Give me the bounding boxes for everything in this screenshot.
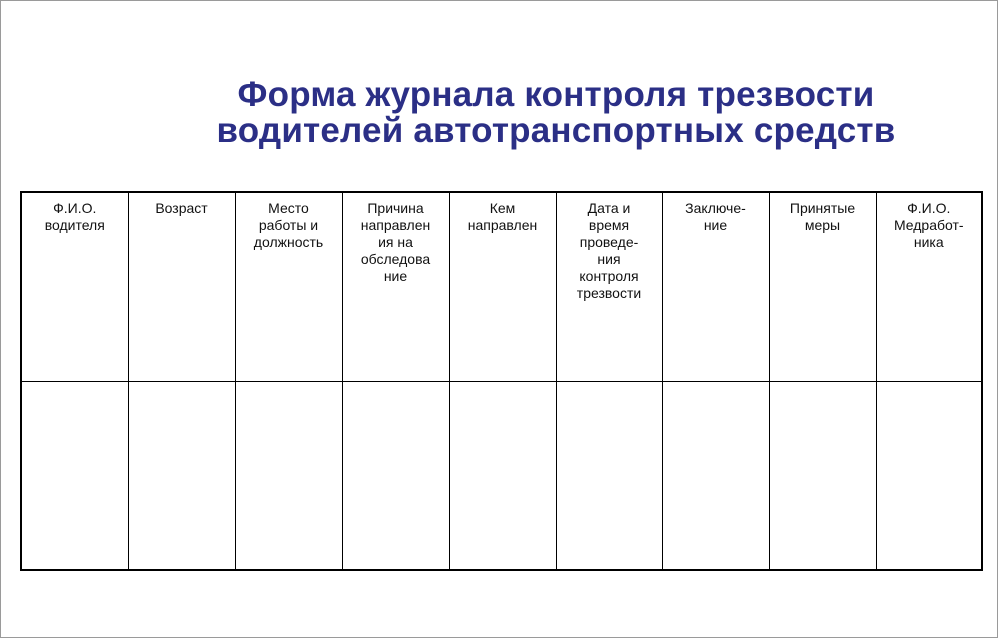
- table-cell: [235, 381, 342, 570]
- column-header-measures: Принятые меры: [769, 192, 876, 381]
- page-title: [141, 77, 971, 149]
- column-header-workplace: Место работы и должность: [235, 192, 342, 381]
- table-cell: [21, 381, 128, 570]
- title-line-2: водителей автотранспортных средств: [216, 111, 896, 150]
- column-header-age: Возраст: [128, 192, 235, 381]
- table-cell: [769, 381, 876, 570]
- table-row: [21, 381, 982, 570]
- table-cell: [342, 381, 449, 570]
- sobriety-journal-table: [20, 191, 983, 571]
- title-line-1: Форма журнала контроля трезвости: [237, 75, 875, 114]
- table-cell: [128, 381, 235, 570]
- column-header-driver-name: Ф.И.О. водителя: [21, 192, 128, 381]
- table-cell: [556, 381, 662, 570]
- column-header-date-time: Дата и время проведе- ния контроля трезвости: [556, 192, 662, 381]
- table-header-row: [21, 192, 982, 381]
- column-header-medic-name: Ф.И.О. Медработ- ника: [876, 192, 982, 381]
- table-cell: [449, 381, 556, 570]
- column-header-conclusion: Заключе- ние: [662, 192, 769, 381]
- column-header-reason: Причина направлен ия на обследова ние: [342, 192, 449, 381]
- table-cell: [662, 381, 769, 570]
- column-header-referred-by: Кем направлен: [449, 192, 556, 381]
- table-cell: [876, 381, 982, 570]
